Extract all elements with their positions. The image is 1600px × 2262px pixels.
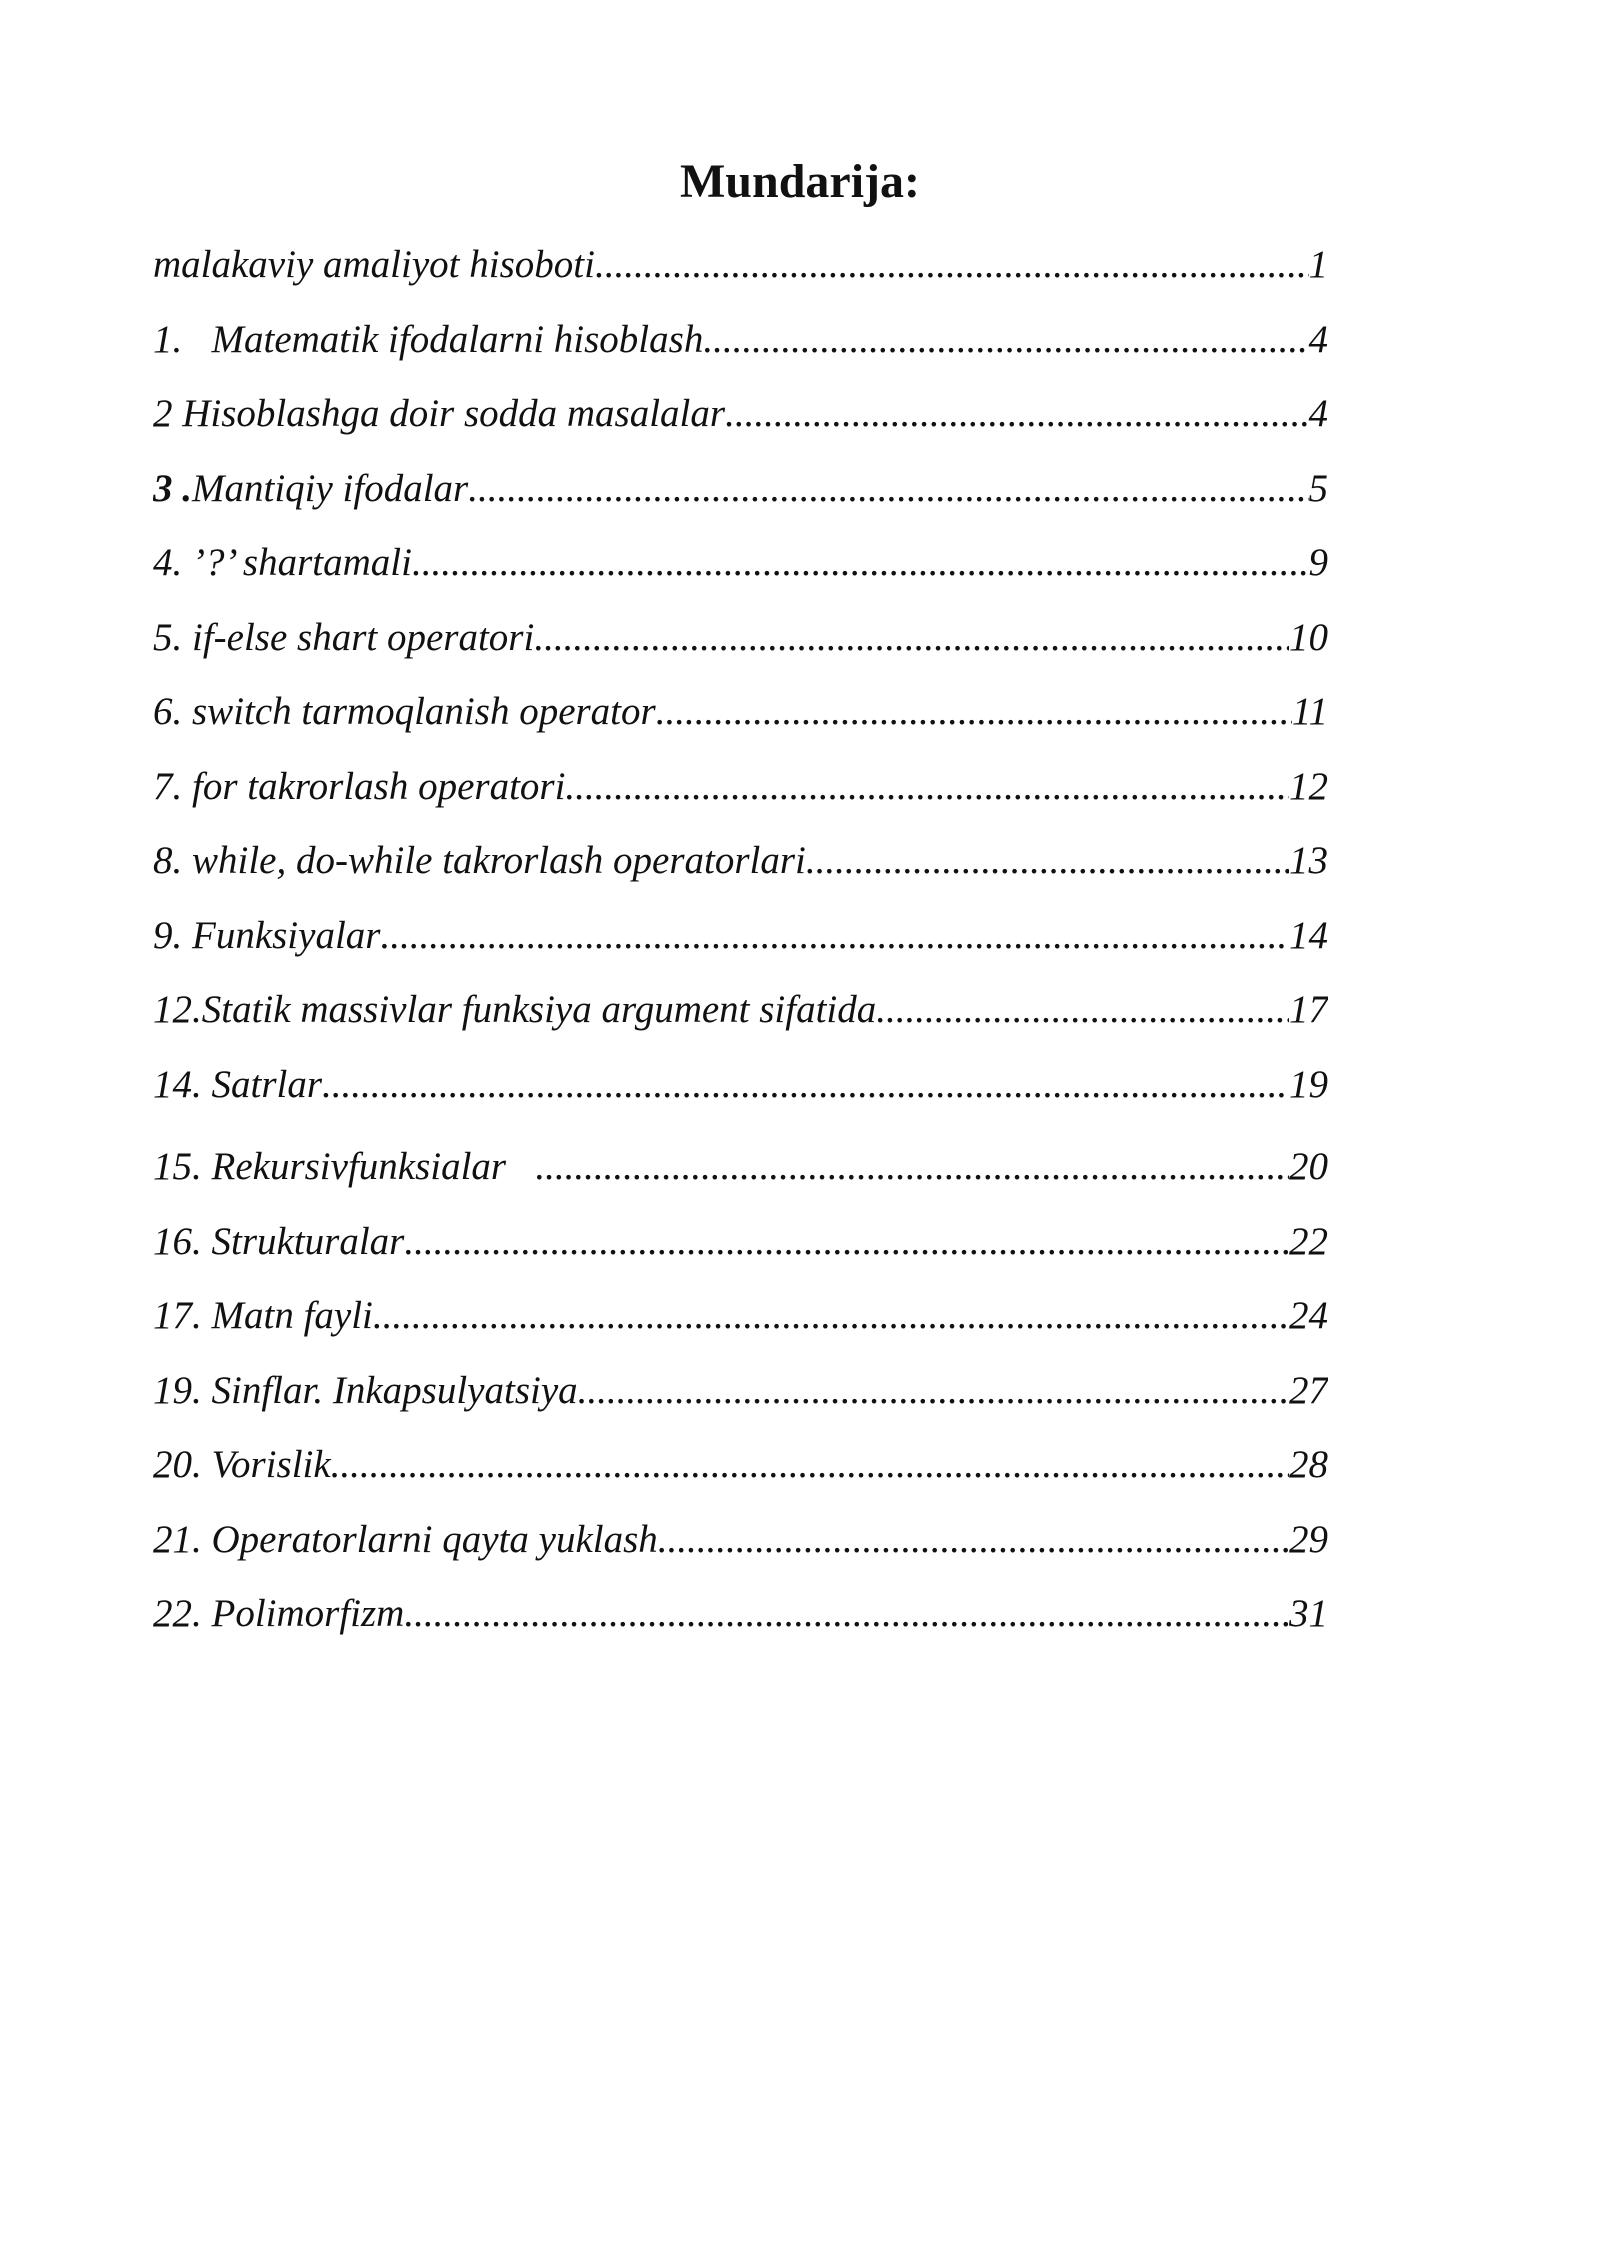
toc-entry-number: 1.: [153, 317, 212, 361]
toc-entry: [153, 1503, 1328, 1578]
toc-dot-leader: [331, 1428, 1289, 1503]
toc-entry: [153, 899, 1328, 974]
toc-entry-label: 5. if-else shart operatori: [153, 615, 535, 659]
toc-entry-label: 16. Strukturalar: [153, 1219, 405, 1263]
toc-entry-page: 5: [1308, 466, 1328, 510]
table-of-contents: [153, 228, 1328, 1652]
toc-entry: [153, 377, 1328, 452]
toc-entry-page: 1: [1308, 243, 1328, 286]
toc-entry: [153, 303, 1328, 378]
toc-entry-label: 7. for takrorlash operatori: [153, 764, 566, 808]
toc-entry-page: 19: [1289, 1062, 1328, 1106]
toc-entry-label: 6. switch tarmoqlanish operator: [153, 690, 656, 733]
toc-entry-label: 22. Polimorfizm: [153, 1592, 405, 1635]
toc-entry-page: 14: [1289, 913, 1328, 957]
toc-entry-page: 13: [1289, 839, 1328, 882]
toc-entry-label: malakaviy amaliyot hisoboti: [153, 243, 595, 286]
toc-entry-label: 8. while, do-while takrorlash operatorlari: [153, 839, 806, 882]
toc-entry: [153, 1130, 1328, 1205]
toc-entry-label: 15. Rekursivfunksialar: [153, 1145, 536, 1188]
toc-entry-label: Mantiqiy ifodalar: [192, 466, 469, 510]
toc-entry-page: 20: [1289, 1145, 1328, 1188]
toc-entry-label: 12.Statik massivlar funksiya argument sifatida: [153, 988, 877, 1031]
toc-dot-leader: [322, 1048, 1289, 1123]
toc-entry-page: 22: [1289, 1219, 1328, 1263]
toc-entry: [153, 750, 1328, 825]
toc-entry-label: 2 Hisoblashga doir sodda masalalar: [153, 392, 726, 435]
toc-entry-page: 27: [1289, 1368, 1328, 1412]
toc-entry: [153, 526, 1328, 601]
toc-entry: [153, 1577, 1328, 1652]
toc-dot-leader: [725, 377, 1308, 452]
toc-entry-page: 10: [1289, 615, 1328, 659]
toc-dot-leader: [373, 1279, 1289, 1354]
toc-dot-leader: [404, 1205, 1289, 1280]
toc-entry-page: 11: [1291, 690, 1328, 733]
toc-dot-leader: [703, 303, 1308, 378]
toc-dot-leader: [595, 228, 1309, 303]
toc-entry: [153, 1279, 1328, 1354]
toc-entry-page: 9: [1308, 541, 1328, 584]
toc-dot-leader: [404, 1577, 1289, 1652]
toc-entry-page: 29: [1289, 1517, 1328, 1561]
toc-entry-number: 3 .: [153, 466, 192, 510]
toc-entry-label: 4. ’?’ shartamali: [153, 541, 412, 584]
toc-entry-page: 31: [1289, 1592, 1328, 1635]
toc-entry: [153, 1048, 1328, 1123]
toc-dot-leader: [380, 899, 1289, 974]
toc-entry-label: 9. Funksiyalar: [153, 913, 381, 957]
toc-entry: [153, 1205, 1328, 1280]
toc-entry-label: 20. Vorislik: [153, 1443, 331, 1486]
toc-title: Mundarija:: [680, 155, 920, 208]
toc-entry-label: Matematik ifodalarni hisoblash: [211, 317, 704, 361]
toc-dot-leader: [656, 675, 1292, 750]
toc-entry: [153, 601, 1328, 676]
toc-dot-leader: [535, 1130, 1289, 1205]
toc-entry-label: 14. Satrlar: [153, 1062, 323, 1106]
toc-entry-label: 17. Matn fayli: [153, 1294, 373, 1337]
toc-dot-leader: [565, 750, 1289, 825]
toc-entry-page: 24: [1289, 1294, 1328, 1337]
toc-entry: [153, 452, 1328, 527]
toc-dot-leader: [412, 526, 1309, 601]
toc-entry-label: 19. Sinflar. Inkapsulyatsiya: [153, 1368, 578, 1412]
toc-entry: [153, 1428, 1328, 1503]
toc-dot-leader: [876, 973, 1289, 1048]
toc-entry: [153, 228, 1328, 303]
toc-dot-leader: [578, 1354, 1289, 1429]
toc-dot-leader: [806, 824, 1289, 899]
toc-entry-page: 17: [1289, 988, 1328, 1031]
toc-entry: [153, 973, 1328, 1048]
toc-dot-leader: [534, 601, 1289, 676]
toc-entry: [153, 675, 1328, 750]
toc-entry: [153, 1354, 1328, 1429]
toc-entry-page: 4: [1308, 392, 1328, 435]
toc-entry-label: 21. Operatorlarni qayta yuklash: [153, 1517, 658, 1561]
toc-dot-leader: [468, 452, 1308, 527]
toc-entry-page: 4: [1308, 317, 1328, 361]
toc-entry: [153, 824, 1328, 899]
toc-entry-page: 28: [1289, 1443, 1328, 1486]
toc-dot-leader: [658, 1503, 1289, 1578]
toc-entry-page: 12: [1289, 764, 1328, 808]
